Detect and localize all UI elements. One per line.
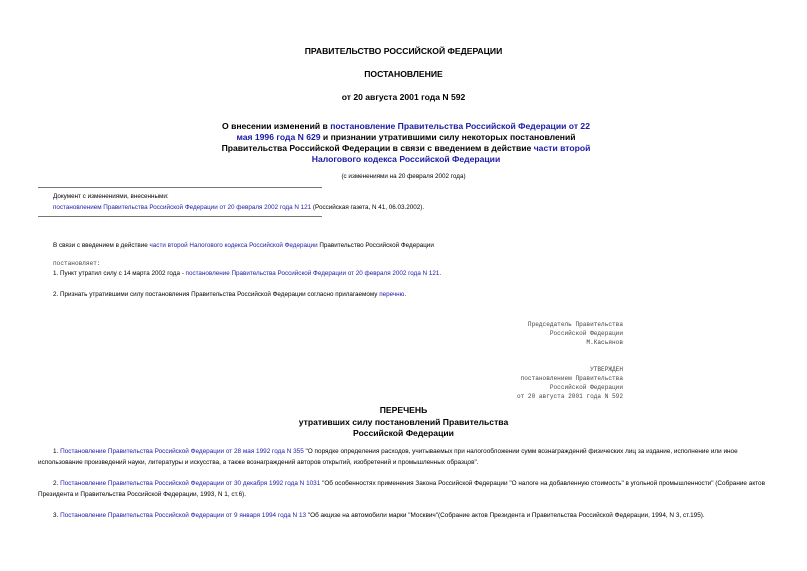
government-heading: ПРАВИТЕЛЬСТВО РОССИЙСКОЙ ФЕДЕРАЦИИ bbox=[304, 46, 503, 56]
approved-line-1: УТВЕРЖДЕН bbox=[590, 366, 623, 373]
approved-line-2: постановлением Правительства bbox=[520, 375, 623, 382]
list-item bbox=[38, 478, 768, 500]
title-text-2: и признании утратившими силу некоторых постановлений Правительства Российской Федерации в связи с введением в действие bbox=[221, 132, 576, 153]
resolves-word: постановляет: bbox=[53, 260, 101, 267]
intro-paragraph bbox=[53, 242, 434, 249]
amended-note: (с изменениями на 20 февраля 2002 года) bbox=[341, 173, 466, 180]
changes-label: Документ с изменениями, внесенными: bbox=[53, 193, 169, 200]
title-link-resolution-629[interactable]: постановление Правительства Российской Федерации от 22 мая 1996 года N 629 bbox=[236, 121, 590, 142]
list-title: ПЕРЕЧЕНЬ bbox=[379, 405, 428, 415]
list-item bbox=[38, 510, 768, 521]
item-1-end: . bbox=[439, 270, 442, 277]
list-item bbox=[38, 446, 768, 468]
bottom-divider bbox=[38, 216, 322, 217]
item-2-link-list[interactable]: перечню bbox=[379, 291, 405, 298]
list-item-text: "О порядке определения расходов, учитываемых при налогообложении сумм вознаграждений физических лиц за издание, исполнение или иное использование произведений науки, литературы и искусства, а также вознаграждений авторов открытий, изобретений и промышленных образцов". bbox=[38, 448, 738, 466]
document-date: от 20 августа 2001 года N 592 bbox=[341, 92, 466, 102]
list-item-text: "Об акцизе на автомобили марки "Москвич"(Собрание актов Президента и Правительства Российской Федерации, 1994, N 3, ст.195). bbox=[306, 512, 705, 519]
list-item-number: 1. bbox=[53, 448, 61, 455]
list-item-text: "Об особенностях применения Закона Российской Федерации "О налоге на добавленную стоимость" в угольной промышленности" (Собрание актов Президента и Правительства Российской Федерации, 1993, N 1, ст.6). bbox=[38, 480, 765, 498]
signature-line-2: Российской Федерации bbox=[549, 330, 623, 337]
list-subtitle-1: утративших силу постановлений Правительства bbox=[298, 417, 509, 427]
list-item-number: 3. bbox=[53, 512, 61, 519]
intro-link-tax-code[interactable]: части второй Налогового кодекса Российской Федерации bbox=[149, 242, 318, 249]
intro-suffix: Правительство Российской Федерации bbox=[317, 242, 434, 249]
changes-link[interactable]: постановлением Правительства Российской Федерации от 20 февраля 2002 года N 121 bbox=[53, 204, 312, 211]
title-link-tax-code[interactable]: части второй Налогового кодекса Российской Федерации bbox=[311, 143, 591, 164]
item-1 bbox=[53, 270, 441, 277]
item-2-text: 2. Признать утратившими силу постановления Правительства Российской Федерации согласно прилагаемому bbox=[53, 291, 380, 298]
item-2-end: . bbox=[404, 291, 407, 298]
list-item-link[interactable]: Постановление Правительства Российской Федерации от 30 декабря 1992 года N 1031 bbox=[60, 480, 321, 487]
list-item-link[interactable]: Постановление Правительства Российской Федерации от 28 мая 1992 года N 355 bbox=[60, 448, 304, 455]
document-title bbox=[220, 121, 592, 165]
approved-line-4: от 20 августа 2001 года N 592 bbox=[516, 393, 623, 400]
title-text-1: О внесении изменений в bbox=[222, 121, 331, 131]
signature-line-1: Председатель Правительства bbox=[527, 321, 623, 328]
approved-line-3: Российской Федерации bbox=[549, 384, 623, 391]
list-item-number: 2. bbox=[53, 480, 61, 487]
item-2 bbox=[53, 291, 406, 298]
changes-source: (Российская газета, N 41, 06.03.2002). bbox=[311, 204, 425, 211]
item-1-text: 1. Пункт утратил силу с 14 марта 2002 года - bbox=[53, 270, 186, 277]
document-type: ПОСТАНОВЛЕНИЕ bbox=[364, 69, 443, 79]
changes-line bbox=[53, 204, 424, 211]
signature-name: М.Касьянов bbox=[586, 339, 623, 346]
intro-prefix: В связи с введением в действие bbox=[53, 242, 150, 249]
list-subtitle-2: Российской Федерации bbox=[353, 428, 454, 438]
item-1-link[interactable]: постановление Правительства Российской Федерации от 20 февраля 2002 года N 121 bbox=[185, 270, 440, 277]
list-item-link[interactable]: Постановление Правительства Российской Федерации от 9 января 1994 года N 13 bbox=[60, 512, 307, 519]
top-divider bbox=[38, 187, 322, 188]
